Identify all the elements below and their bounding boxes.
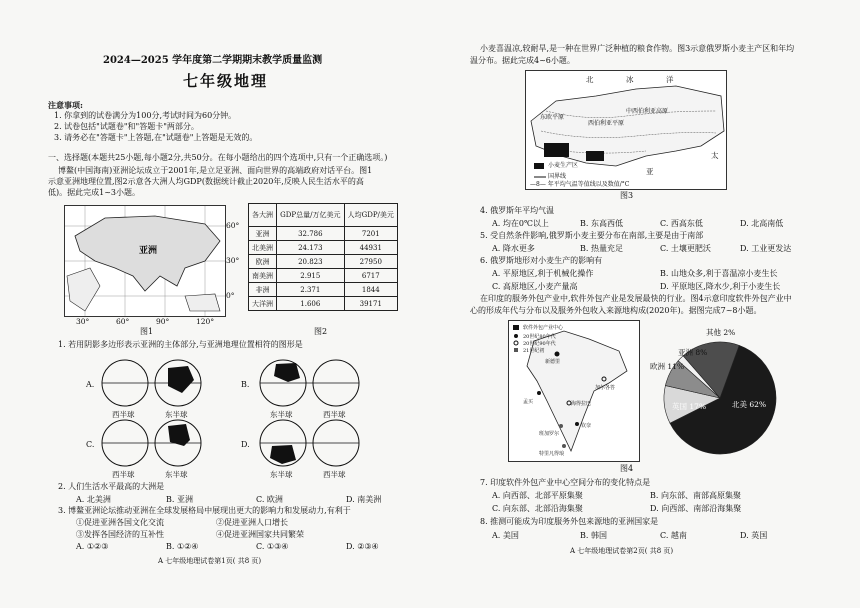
lon-90: 90° [156, 317, 170, 326]
pie-label-uk: 英国 17% [672, 402, 707, 411]
q1-option-b[interactable]: B. [241, 380, 250, 389]
q6-option-b[interactable]: B. 山地众多,利于喜温凉小麦生长 [660, 269, 778, 278]
q5-option-c[interactable]: C. 土壤更肥沃 [660, 244, 711, 253]
exam-title: 2024—2025 学年度第二学期期末教学质量监测 [103, 55, 323, 66]
legend-software-center: 软件外包产业中心 [523, 325, 564, 331]
intro2-line-1: 在印度的服务外包产业中,软件外包产业是发展最快的行业。图4示意印度软件外包产业中 [480, 294, 792, 303]
table-row [249, 283, 398, 297]
question-3: 3. 博鳌亚洲论坛推动亚洲在全球发展格局中展现出更大的影响力和发展动力,有利于 [58, 506, 351, 515]
table-row [249, 241, 398, 255]
q2-option-a[interactable]: A. 北美洲 [76, 495, 111, 504]
pacific-label: 太 [711, 151, 719, 160]
q6-option-d[interactable]: D. 平原地区,降水少,利于小麦生长 [660, 282, 781, 291]
q1-option-c[interactable]: C. [86, 440, 95, 449]
notice-2: 2. 试卷包括"试题卷"和"答题卡"两部分。 [54, 122, 199, 131]
question-6: 6. 俄罗斯地形对小麦生产的影响有 [480, 256, 603, 265]
pie-label-text: 英国 [672, 402, 687, 411]
pie-label-text: 亚洲 [678, 348, 693, 357]
asia-map-graphic [65, 206, 225, 316]
q3-item-1: ①促进亚洲各国文化交流 [76, 518, 164, 527]
q5-option-d[interactable]: D. 工业更发达 [740, 244, 792, 253]
q2-option-c[interactable]: C. 欧洲 [256, 495, 283, 504]
q7-option-d[interactable]: D. 向西部、南部沿海集聚 [650, 504, 742, 513]
q3-item-2: ②促进亚洲人口增长 [216, 518, 288, 527]
russia-wheat-map [525, 70, 727, 190]
q1-figure-b [256, 358, 366, 408]
q8-option-c[interactable]: C. 越南 [660, 531, 687, 540]
lat-30: 30° [226, 256, 240, 265]
q1-figure-d [256, 418, 366, 468]
q6-option-a[interactable]: A. 平原地区,利于机械化操作 [492, 269, 594, 278]
table-row [249, 269, 398, 283]
q1-b-east: 东半球 [270, 410, 293, 419]
city-new-delhi: 新德里 [545, 359, 561, 365]
table-cell: 亚洲 [249, 227, 277, 241]
q4-option-d[interactable]: D. 北高南低 [740, 219, 784, 228]
q8-option-b[interactable]: B. 韩国 [580, 531, 607, 540]
q4-option-b[interactable]: B. 东高西低 [580, 219, 623, 228]
section-1-heading: 一、选择题(本题共25小题,每小题2分,共50分。在每小题给出的四个选项中,只有一个正确选项。) [48, 153, 388, 162]
notice-heading: 注意事项: [48, 100, 83, 110]
q7-option-a[interactable]: A. 向西部、北部平原集聚 [492, 491, 583, 500]
gdp-table [248, 203, 398, 311]
page-2-footer: A 七年级地理试卷第2页( 共8 页) [570, 547, 674, 555]
legend-1990s: 20世纪90年代 [523, 341, 556, 347]
q1-a-west: 西半球 [112, 410, 135, 419]
table-cell: 1.606 [277, 297, 344, 311]
table-cell: 2.915 [277, 269, 344, 283]
pie-label-text: 欧洲 [650, 362, 665, 371]
table-cell: 39171 [344, 297, 397, 311]
figure-4-caption: 图4 [620, 464, 634, 473]
table-row [249, 255, 398, 269]
legend-border: 国界线 [548, 173, 567, 180]
intro-line-2: 示意亚洲地理位置,图2示意各大洲人均GDP(数据统计截止2020年,反映人民生活水平的高 [48, 177, 364, 186]
table-cell: 北美洲 [249, 241, 277, 255]
table-cell: 7201 [344, 227, 397, 241]
q7-option-b[interactable]: B. 向东部、南部高原集聚 [650, 491, 741, 500]
lon-30: 30° [76, 317, 90, 326]
q1-d-west: 西半球 [323, 470, 346, 479]
q3-option-b[interactable]: B. ①②④ [166, 542, 199, 551]
table-header: GDP总量/万亿美元 [277, 204, 344, 227]
q1-d-east: 东半球 [270, 470, 293, 479]
intro-right-2: 温分布。据此完成4~6小题。 [470, 56, 575, 65]
q3-item-3: ③发挥各国经济的互补性 [76, 530, 164, 539]
q5-option-a[interactable]: A. 降水更多 [492, 244, 535, 253]
city-mumbai: 孟买 [523, 399, 534, 405]
table-cell: 2.371 [277, 283, 344, 297]
city-chennai: 钦奈 [581, 423, 592, 429]
q1-figure-c [98, 418, 208, 468]
ocean-label-2: 冰 [626, 75, 634, 84]
notice-1: 1. 你拿到的试卷满分为100分,考试时间为60分钟。 [54, 111, 237, 120]
q3-option-c[interactable]: C. ①③④ [256, 542, 289, 551]
table-cell: 27950 [344, 255, 397, 269]
figure-1-caption: 图1 [140, 327, 154, 336]
table-row [249, 227, 398, 241]
q2-option-d[interactable]: D. 南美洲 [346, 495, 382, 504]
q3-option-d[interactable]: D. ②③④ [346, 542, 379, 551]
lon-120: 120° [196, 317, 215, 326]
q4-option-a[interactable]: A. 均在0℃以上 [492, 219, 549, 228]
intro-line-3: 低)。据此完成1~3小题。 [48, 188, 141, 197]
q1-figure-a [98, 358, 208, 408]
central-siberia-label: 中西伯利亚高原 [626, 108, 669, 115]
table-cell: 32.786 [277, 227, 344, 241]
west-siberia-label: 西伯利亚平原 [588, 120, 625, 127]
city-hyderabad: 海得拉巴 [571, 401, 592, 407]
pie-label-text: 其他 [706, 328, 721, 337]
intro-right-1: 小麦喜温凉,较耐旱,是一种在世界广泛种植的粮食作物。图3示意俄罗斯小麦主产区和年均 [480, 44, 795, 53]
q1-c-east: 东半球 [165, 470, 188, 479]
east-europe-label: 东欧平原 [540, 114, 565, 121]
table-cell: 24.173 [277, 241, 344, 255]
city-kolkata: 加尔各答 [595, 385, 616, 391]
notice-3: 3. 请务必在"答题卡"上答题,在"试题卷"上答题是无效的。 [54, 133, 258, 142]
q8-option-d[interactable]: D. 英国 [740, 531, 768, 540]
figure-3-caption: 图3 [620, 191, 634, 200]
city-bangalore: 班加罗尔 [539, 431, 560, 437]
question-7: 7. 印度软件外包产业中心空间分布的变化特点是 [480, 478, 651, 487]
q6-option-c[interactable]: C. 高原地区,小麦产量高 [492, 282, 578, 291]
page-2 [470, 0, 835, 608]
question-5: 5. 受自然条件影响,俄罗斯小麦主要分布在南部,主要是由于南部 [480, 231, 704, 240]
table-cell: 20.823 [277, 255, 344, 269]
figure-2-caption: 图2 [314, 327, 328, 336]
table-cell: 南美洲 [249, 269, 277, 283]
subject-title: 七年级地理 [183, 72, 269, 90]
table-row [249, 297, 398, 311]
q3-item-4: ④促进亚洲国家共同繁荣 [216, 530, 304, 539]
q1-option-a[interactable]: A. [86, 380, 95, 389]
q1-option-d[interactable]: D. [241, 440, 250, 449]
lat-60: 60° [226, 221, 240, 230]
pie-label-value: 2 [723, 328, 729, 337]
table-cell: 非洲 [249, 283, 277, 297]
pie-label-value: 11 [667, 362, 677, 371]
legend-2000s: 21世纪初 [523, 348, 545, 354]
page-1 [48, 0, 423, 608]
asia-label-r: 亚 [646, 167, 654, 176]
lat-0: 0° [226, 291, 235, 300]
q3-option-a[interactable]: A. ①②③ [76, 542, 109, 551]
intro2-line-2: 心的形成年代与分布以及服务外包收入来源地构成(2020年)。据图完成7~8小题。 [470, 306, 762, 315]
question-4: 4. 俄罗斯年平均气温 [480, 206, 555, 215]
table-cell: 欧洲 [249, 255, 277, 269]
pie-label-north-america: 北美 62% [732, 400, 767, 409]
table-header: 各大洲 [249, 204, 277, 227]
table-cell: 1844 [344, 283, 397, 297]
intro-line-1: 博鳌(中国海南)亚洲论坛成立于2001年,是立足亚洲、面向世界的高端政府对话平台。图1 [58, 166, 373, 175]
pie-label-other: 其他 2% [706, 328, 736, 337]
legend-1980s: 20世纪80年代 [523, 334, 556, 340]
q5-option-b[interactable]: B. 热量充足 [580, 244, 623, 253]
asia-location-map [64, 205, 226, 317]
pie-label-value: 62 [749, 400, 759, 409]
table-cell: 6717 [344, 269, 397, 283]
pie-label-value: 8 [695, 348, 701, 357]
city-trivandrum: 特里凡得琅 [539, 451, 565, 457]
pie-label-value: 17 [689, 402, 699, 411]
question-8: 8. 推测可能成为印度服务外包来源地的亚洲国家是 [480, 517, 659, 526]
question-1: 1. 若用阴影多边形表示亚洲的主体部分,与亚洲地理位置相符的图形是 [58, 340, 303, 349]
legend-wheat: 小麦生产区 [548, 162, 579, 169]
table-header: 人均GDP/美元 [344, 204, 397, 227]
q1-b-west: 西半球 [323, 410, 346, 419]
pie-label-text: 北美 [732, 400, 747, 409]
q7-option-c[interactable]: C. 向东部、北部沿海集聚 [492, 504, 583, 513]
pie-label-asia: 亚洲 8% [678, 348, 708, 357]
legend-isotherm: —8— 年平均气温等值线以及数值/°C [530, 181, 630, 188]
pie-label-europe: 欧洲 11% [650, 362, 685, 371]
question-2: 2. 人们生活水平最高的大洲是 [58, 482, 165, 491]
q2-option-b[interactable]: B. 亚洲 [166, 495, 193, 504]
q1-a-east: 东半球 [165, 410, 188, 419]
table-cell: 44931 [344, 241, 397, 255]
q1-c-west: 西半球 [112, 470, 135, 479]
page-1-footer: A 七年级地理试卷第1页( 共8 页) [158, 557, 262, 565]
india-software-map [508, 320, 640, 462]
table-cell: 大洋洲 [249, 297, 277, 311]
ocean-label-3: 洋 [666, 75, 674, 84]
table-header-row [249, 204, 398, 227]
lon-60: 60° [116, 317, 130, 326]
asia-label: 亚洲 [139, 246, 158, 256]
q4-option-c[interactable]: C. 西高东低 [660, 219, 703, 228]
ocean-label-1: 北 [586, 75, 594, 84]
q8-option-a[interactable]: A. 美国 [492, 531, 519, 540]
